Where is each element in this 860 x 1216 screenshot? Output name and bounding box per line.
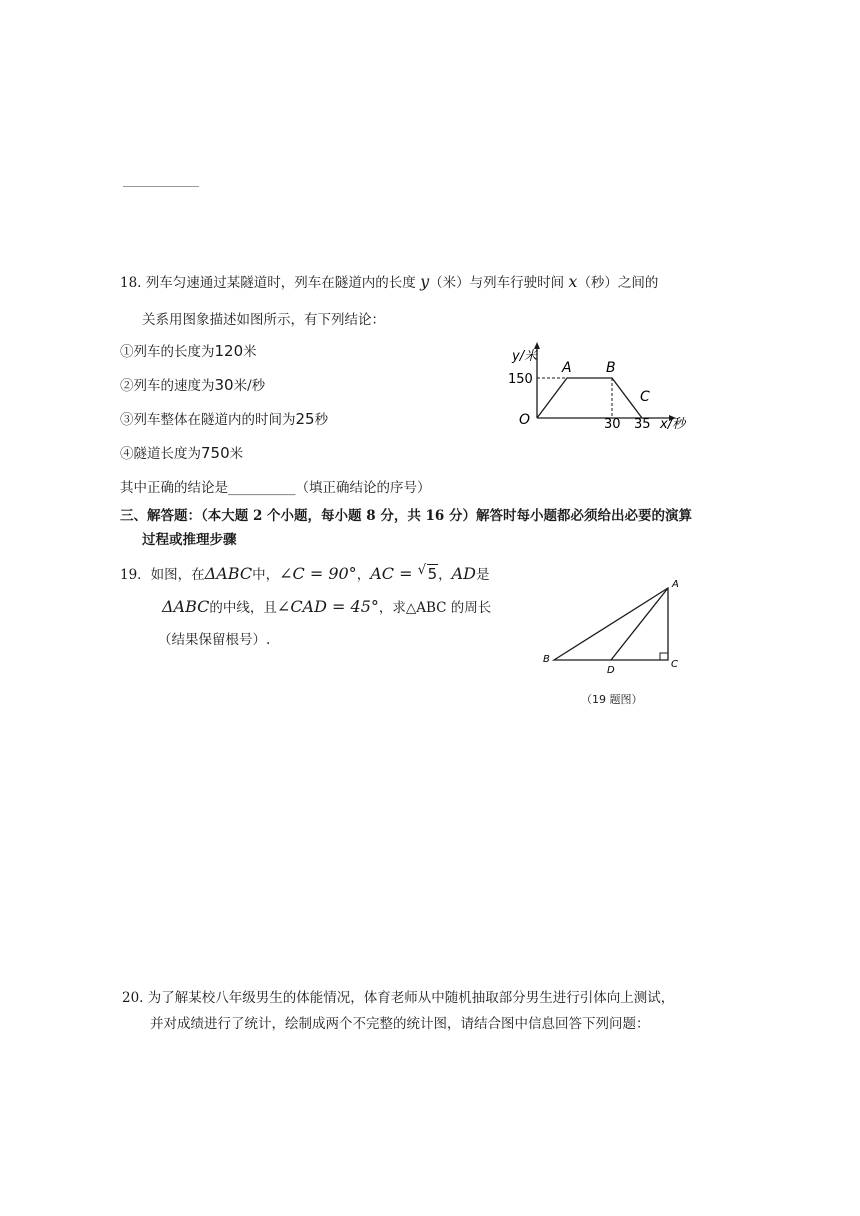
q19-text-tail: ，求△ABC 的周长	[378, 600, 492, 616]
q19-text-mid1: 中，	[252, 567, 280, 583]
q19-text-mid2: 的中线，且	[209, 600, 277, 616]
q18-text-a: 18. 列车匀速通过某隧道时，列车在隧道内的长度	[120, 275, 416, 291]
y-tick-150: 150	[508, 372, 533, 387]
triangle-abc	[554, 588, 668, 660]
graph-line	[537, 378, 642, 418]
x-tick-30: 30	[604, 417, 621, 432]
q20-line2: 并对成绩进行了统计，绘制成两个不完整的统计图，请结合图中信息回答下列问题：	[150, 1016, 650, 1032]
q19-triangle-abc: ΔABC	[204, 564, 253, 583]
q19-ad: AD	[451, 564, 476, 583]
q19-triangle-abc-2: ΔABC	[162, 597, 210, 616]
s4-text: ④隧道长度为	[120, 446, 201, 462]
s3-text: ③列车整体在隧道内的时间为	[120, 412, 296, 428]
origin-label: O	[519, 412, 531, 428]
median-ad	[611, 588, 668, 660]
y-axis-label: y/米	[512, 349, 538, 364]
q18-statement-2	[120, 374, 265, 394]
q19-is: 是	[476, 567, 490, 583]
q19-caption: （19 题图）	[581, 693, 643, 706]
x-axis-label: x/秒	[660, 417, 686, 432]
s2-number: 30	[214, 376, 234, 394]
x-tick-35: 35	[634, 417, 651, 432]
s3-number: 25	[295, 410, 315, 428]
q19-line1	[120, 563, 490, 583]
q18-statement-1	[120, 340, 257, 360]
q18-line1	[120, 271, 658, 291]
q18-text-c: （秒）之间的	[577, 275, 659, 291]
q19-number: 19．如图，在	[120, 567, 205, 583]
s2-text: ②列车的速度为	[120, 378, 215, 394]
q18-var-x: x	[568, 272, 578, 291]
s4-number: 750	[201, 444, 230, 462]
q18-statement-3	[120, 408, 328, 428]
q19-angle-c: ∠C = 90°	[279, 564, 357, 583]
point-c-label: C	[640, 389, 650, 405]
s1-text: ①列车的长度为	[120, 344, 215, 360]
section3-heading: 三、解答题：（本大题 2 个小题，每小题 8 分，共 16 分）解答时每小题都必须给出必要的演算	[120, 508, 693, 524]
s2-unit: 米/秒	[233, 378, 266, 394]
s4-unit: 米	[229, 446, 244, 462]
q18-graph	[500, 340, 700, 435]
q18-answer-line: 其中正确的结论是__________（填正确结论的序号）	[120, 480, 431, 496]
point-b-label: B	[606, 360, 616, 376]
section3-heading-cont: 过程或推理步骤	[142, 532, 237, 548]
q20-line1: 20. 为了解某校八年级男生的体能情况，体育老师从中随机抽取部分男生进行引体向上测试，	[122, 990, 675, 1006]
q19-comma2: ，	[438, 567, 452, 583]
s1-unit: 米	[243, 344, 257, 360]
vertex-c-label: C	[671, 659, 678, 670]
q18-var-y: y	[420, 272, 430, 291]
q19-figure	[536, 572, 696, 682]
right-angle-mark	[660, 653, 668, 660]
s3-unit: 秒	[314, 412, 329, 428]
q19-sqrt: √ 5	[417, 562, 438, 583]
q19-comma1: ，	[356, 567, 371, 583]
q18-statement-4	[120, 442, 243, 462]
q19-line2	[162, 596, 491, 616]
point-d-label: D	[607, 665, 615, 676]
q19-ac-lhs: AC =	[370, 564, 418, 583]
y-axis-arrow	[534, 342, 540, 349]
s1-number: 120	[214, 342, 244, 360]
q19-note: （结果保留根号）.	[158, 632, 271, 648]
q19-angle-cad: ∠CAD = 45°	[276, 597, 379, 616]
point-a-label: A	[562, 360, 572, 376]
q18-line2: 关系用图象描述如图所示，有下列结论：	[142, 312, 385, 328]
vertex-a-label: A	[672, 579, 679, 590]
answer-blank-rule	[123, 186, 199, 187]
q19-sqrt-radicand: 5	[427, 565, 438, 583]
q18-text-b: （米）与列车行驶时间	[429, 275, 565, 291]
vertex-b-label: B	[543, 654, 550, 665]
